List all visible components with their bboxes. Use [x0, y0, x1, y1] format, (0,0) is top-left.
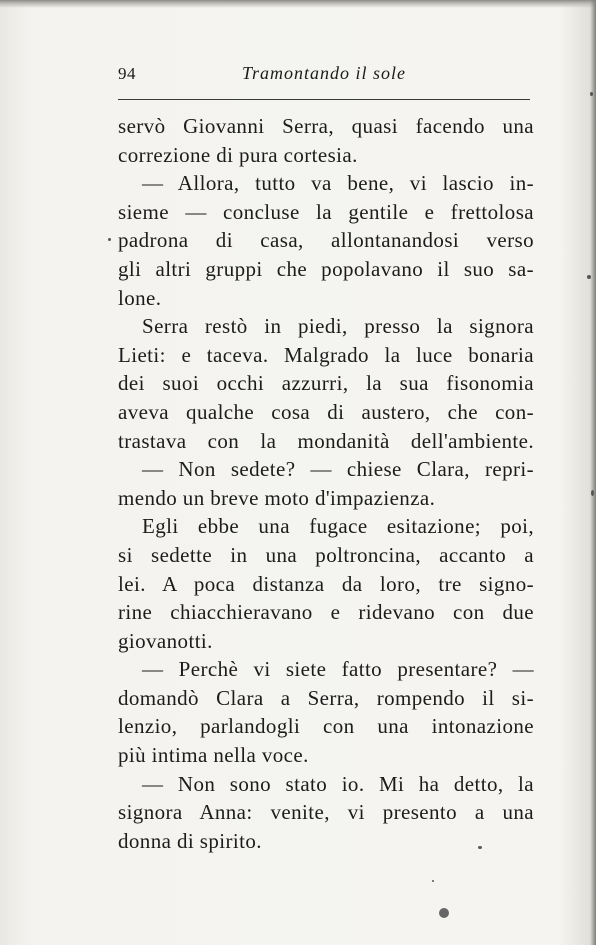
text-line: servò Giovanni Serra, quasi facendo una [118, 114, 534, 138]
text-line: domandò Clara a Serra, rompendo il si- [118, 685, 534, 710]
paper-speck [591, 490, 594, 496]
text-line: più intima nella voce. [118, 743, 309, 768]
paper-speck [108, 238, 111, 241]
text-line: lenzio, parlandogli con una intonazione [118, 714, 534, 739]
text-line: Lieti: e taceva. Malgrado la luce bonaria [118, 342, 534, 367]
text-line: lone. [118, 285, 162, 310]
text-line: correzione di pura cortesia. [118, 142, 358, 167]
text-line: padrona di casa, allontanandosi verso [118, 228, 534, 253]
paper-speck [478, 846, 482, 849]
text-line-content: — Allora, tutto va bene, vi lascio in- [142, 171, 534, 196]
text-line: trastava con la mondanità dell'ambiente. [118, 428, 534, 453]
running-header [118, 58, 530, 88]
text-line: — Non sono stato io. Mi ha detto, la [142, 771, 534, 796]
paper-speck [439, 908, 449, 918]
page-right-edge [590, 0, 596, 945]
text-line: Egli ebbe una fugace esitazione; poi, [142, 514, 534, 539]
text-line: signora Anna: venite, vi presento a una [118, 800, 534, 825]
text-line: giovanotti. [118, 628, 213, 653]
page-number: 94 [118, 64, 136, 83]
text-line: si sedette in una poltroncina, accanto a [118, 542, 534, 567]
header-rule [118, 99, 530, 100]
page-top-edge [0, 0, 596, 8]
text-line: lei. A poca distanza da loro, tre signo- [118, 571, 534, 596]
text-line [118, 169, 534, 198]
text-line: donna di spirito. [118, 828, 262, 853]
text-line: dei suoi occhi azzurri, la sua fisonomia [118, 371, 534, 396]
body-text [118, 112, 534, 855]
text-line: aveva qualche cosa di austero, che con- [118, 399, 534, 424]
paper-speck [590, 92, 593, 96]
paper-speck [432, 880, 434, 882]
running-title: Tramontando il sole [242, 63, 407, 83]
text-line: sieme — concluse la gentile e frettolosa [118, 199, 534, 224]
text-line: rine chiacchieravano e ridevano con due [118, 600, 534, 625]
text-line: Serra restò in piedi, presso la signora [142, 314, 534, 339]
text-line: — Non sedete? — chiese Clara, repri- [142, 457, 534, 482]
text-line: mendo un breve moto d'impazienza. [118, 485, 436, 510]
text-line: gli altri gruppi che popolavano il suo sa- [118, 256, 534, 281]
text-line: — Perchè vi siete fatto presentare? — [142, 657, 534, 682]
paper-speck [587, 275, 591, 279]
